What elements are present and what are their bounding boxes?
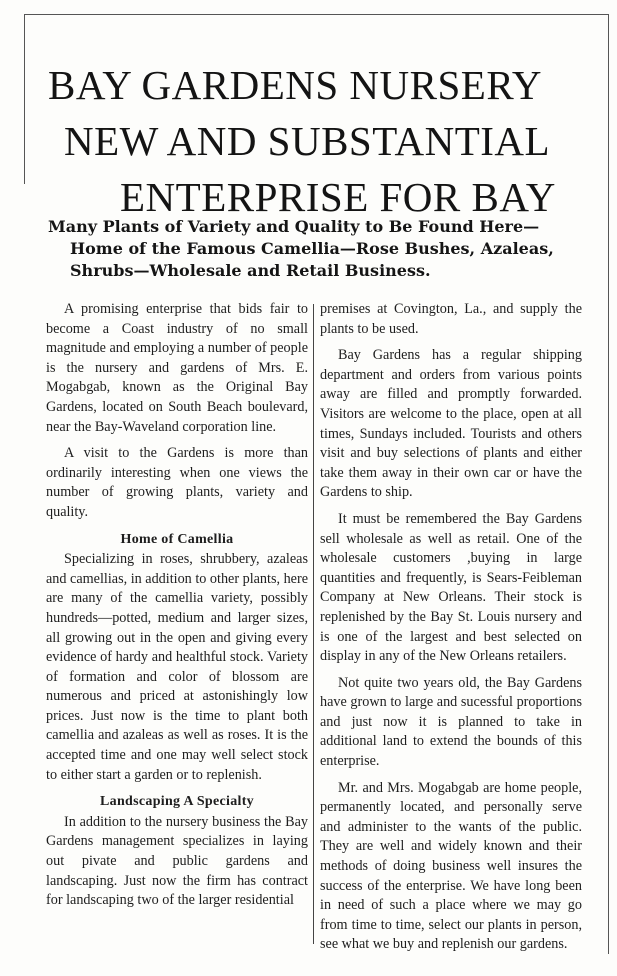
headline xyxy=(28,57,606,225)
column-divider-rule xyxy=(313,304,314,944)
section-subhead: Home of Camellia xyxy=(120,531,234,547)
article-paragraph: Not quite two years old, the Bay Gardens have grown to large and sucessful proportions and just now it is planned to take in additional land to extend the bounds of this enterprise. xyxy=(320,674,582,770)
deck-line-2: Home of the Famous Camellia—Rose Bushes, Azaleas, xyxy=(70,239,554,258)
top-border-rule xyxy=(24,14,608,15)
deck-line-3: Shrubs—Wholesale and Retail Business. xyxy=(70,261,431,280)
headline-line-2: NEW AND SUBSTANTIAL xyxy=(64,118,551,165)
article-paragraph: Mr. and Mrs. Mogabgab are home people, permanently located, and personally serve and administer to the wants of the public. They are well and widely known and their methods of doing business well insures the success of the enterprise. We have long been in need of such a place where we may go from time to time, select our plants in person, see what we buy and replenish our gardens. xyxy=(320,779,582,953)
article-paragraph: A visit to the Gardens is more than ordinarily interesting when one views the number of growing plants, variety and quality. xyxy=(46,445,308,520)
article-paragraph: A promising enterprise that bids fair to become a Coast industry of no small magnitude and employing a number of people is the nursery and gardens of Mrs. E. Mogabgab, known as the Original Bay Gardens, located on South Beach boulevard, near the Bay-Waveland corporation line. xyxy=(46,301,308,435)
deck-line-1: Many Plants of Variety and Quality to Be Found Here— xyxy=(48,217,540,236)
article-column-left xyxy=(46,300,308,918)
left-border-rule xyxy=(24,14,25,184)
section-subhead: Landscaping A Specialty xyxy=(100,794,254,810)
subheadline-deck xyxy=(48,216,598,282)
article-paragraph: Specializing in roses, shrubbery, azaleas and camellias, in addition to other plants, here are many of the camellia variety, possibly hundreds—potted, medium and larger sizes, all growing out in the open and giving every evidence of hardy and healthful stock. Variety of formation and color of blossom are numerous and priced at astonishingly low prices. Just now is the time to plant both camellia and azaleas as well as roses. It is the accepted time and one may well select stock to either start a garden or to replenish. xyxy=(46,551,308,783)
headline-line-3: ENTERPRISE FOR BAY xyxy=(120,174,556,221)
article-paragraph: It must be remembered the Bay Gardens sell wholesale as well as retail. One of the wholesale customers ,buying in large quantities and frequently, is Sears-Feibleman Company at New Orleans. Their stock is replenished by the Bay St. Louis nursery and is one of the largest and best selected on display in any of the New Orleans retailers. xyxy=(320,510,582,665)
article-paragraph: In addition to the nursery business the Bay Gardens management specializes in laying out pivate and public gardens and landscaping. Just now the firm has contract for landscaping two of the larger residential xyxy=(46,813,308,909)
article-column-right xyxy=(320,300,582,962)
headline-line-1: BAY GARDENS NURSERY xyxy=(48,62,543,109)
right-border-rule xyxy=(608,14,609,954)
article-paragraph: Bay Gardens has a regular shipping department and orders from various points away are filled and promptly forwarded. Visitors are welcome to the place, open at all times, Sundays included. Tourists and others visit and buy selections of plants and either take them away in their own car or have the Gardens to ship. xyxy=(320,347,582,501)
article-paragraph: premises at Covington, La., and supply the plants to be used. xyxy=(320,301,582,337)
